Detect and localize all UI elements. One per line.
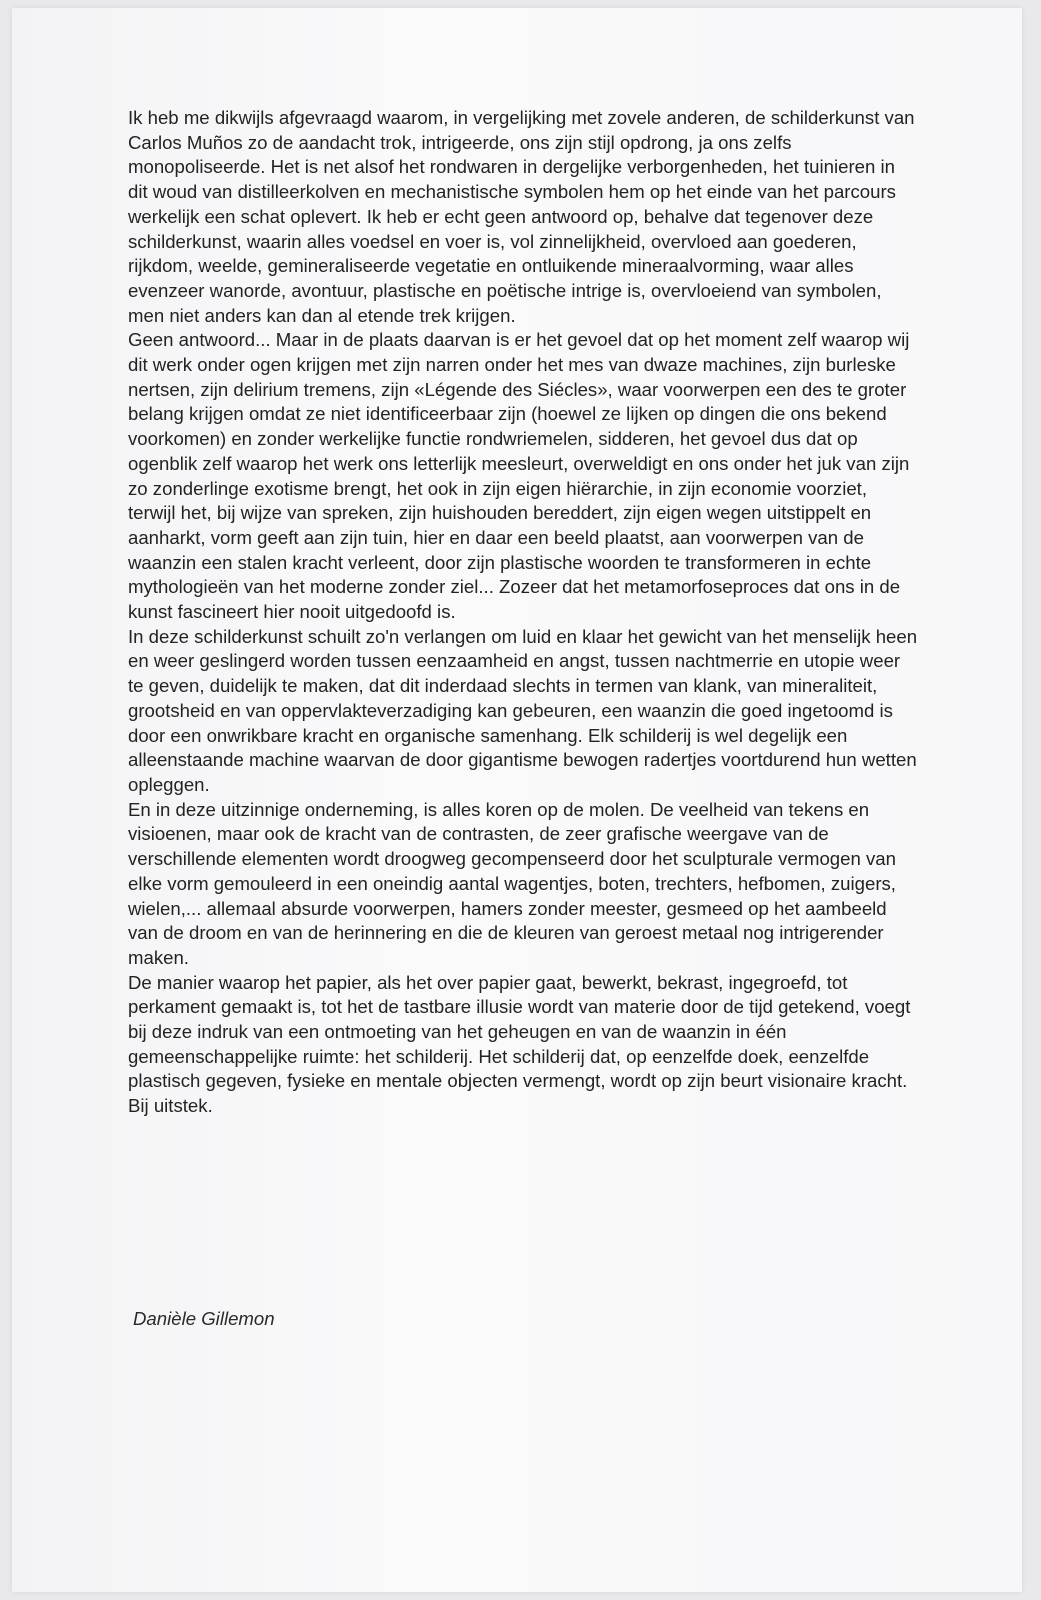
paragraph: En in deze uitzinnige onderneming, is alles koren op de molen. De veelheid van tekens en visioenen, maar ook de kracht van de contrasten, de zeer grafische weergave van de verschillende elementen wordt droogweg gecompenseerd door het sculpturale vermogen van elke vorm gemouleerd in een oneindig aantal wagentjes, boten, trechters, hefbomen, zuigers, wielen,... allemaal absurde voorwerpen, hamers zonder meester, gesmeed op het aambeeld van de droom en van de herinnering en die de kleuren van geroest metaal nog intrigerender maken. <box>128 798 896 968</box>
paragraph: In deze schilderkunst schuilt zo'n verlangen om luid en klaar het gewicht van het menselijk heen en weer geslingerd worden tussen eenzaamheid en angst, tussen nachtmerrie en utopie weer te geven, duidelijk te maken, dat dit inderdaad slechts in termen van klank, van mineraliteit, grootsheid en van oppervlakteverzadiging kan gebeuren, een waanzin die goed ingetoomd is door een onwrikbare kracht en organische samenhang. Elk schilderij is wel degelijk een alleenstaande machine waarvan de door gigantisme bewogen radertjes voortdurend hun wetten opleggen. <box>128 625 918 795</box>
article-body <box>128 106 918 1119</box>
paragraph: Geen antwoord... Maar in de plaats daarvan is er het gevoel dat op het moment zelf waarop wij dit werk onder ogen krijgen met zijn narren onder het mes van dwaze machines, zijn burleske nertsen, zijn delirium tremens, zijn «Légende des Siécles», waar voorwerpen een des te groter belang krijgen omdat ze niet identificeerbaar zijn (hoewel ze lijken op dingen die ons bekend voorkomen) en zonder werkelijke functie rondwriemelen, sidderen, het gevoel dus dat op ogenblik zelf waarop het werk ons letterlijk meesleurt, overweldigt en ons onder het juk van zijn zo zonderlinge exotisme brengt, het ook in zijn eigen hiërarchie, in zijn economie voorziet, terwijl het, bij wijze van spreken, zijn huishouden bereddert, zijn eigen wegen uitstippelt en aanharkt, vorm geeft aan zijn tuin, hier en daar een beeld plaatst, aan voorwerpen van de waanzin een stalen kracht verleent, door zijn plastische woorden te transformeren in echte mythologieën van het moderne zonder ziel... Zozeer dat het metamorfoseproces dat ons in de kunst fascineert hier nooit uitgedoofd is. <box>128 329 910 623</box>
author-signature: Danièle Gillemon <box>133 1308 275 1329</box>
paragraph: Ik heb me dikwijls afgevraagd waarom, in vergelijking met zovele anderen, de schilderkunst van Carlos Muños zo de aandacht trok, intrigeerde, ons zijn stijl opdrong, ja ons zelfs monopoliseerde. Het is net alsof het rondwaren in dergelijke verborgenheden, het tuinieren in dit woud van distilleerkolven en mechanistische symbolen hem op het einde van het parcours werkelijk een schat oplevert. Ik heb er echt geen antwoord op, behalve dat tegenover deze schilderkunst, waarin alles voedsel en voer is, vol zinnelijkheid, overvloed aan goederen, rijkdom, weelde, gemineraliseerde vegetatie en ontluikende mineraalvorming, waar alles evenzeer wanorde, avontuur, plastische en poëtische intrige is, overvloeiend van symbolen, men niet anders kan dan al etende trek krijgen. <box>128 107 915 326</box>
page-sheet <box>12 8 1022 1592</box>
paragraph: De manier waarop het papier, als het over papier gaat, bewerkt, bekrast, ingegroefd, tot perkament gemaakt is, tot het de tastbare illusie wordt van materie door de tijd getekend, voegt bij deze indruk van een ontmoeting van het geheugen en van de waanzin in één gemeenschappelijke ruimte: het schilderij. Het schilderij dat, op eenzelfde doek, eenzelfde plastisch gegeven, fysieke en mentale objecten vermengt, wordt op zijn beurt visionaire kracht. Bij uitstek. <box>128 971 911 1117</box>
